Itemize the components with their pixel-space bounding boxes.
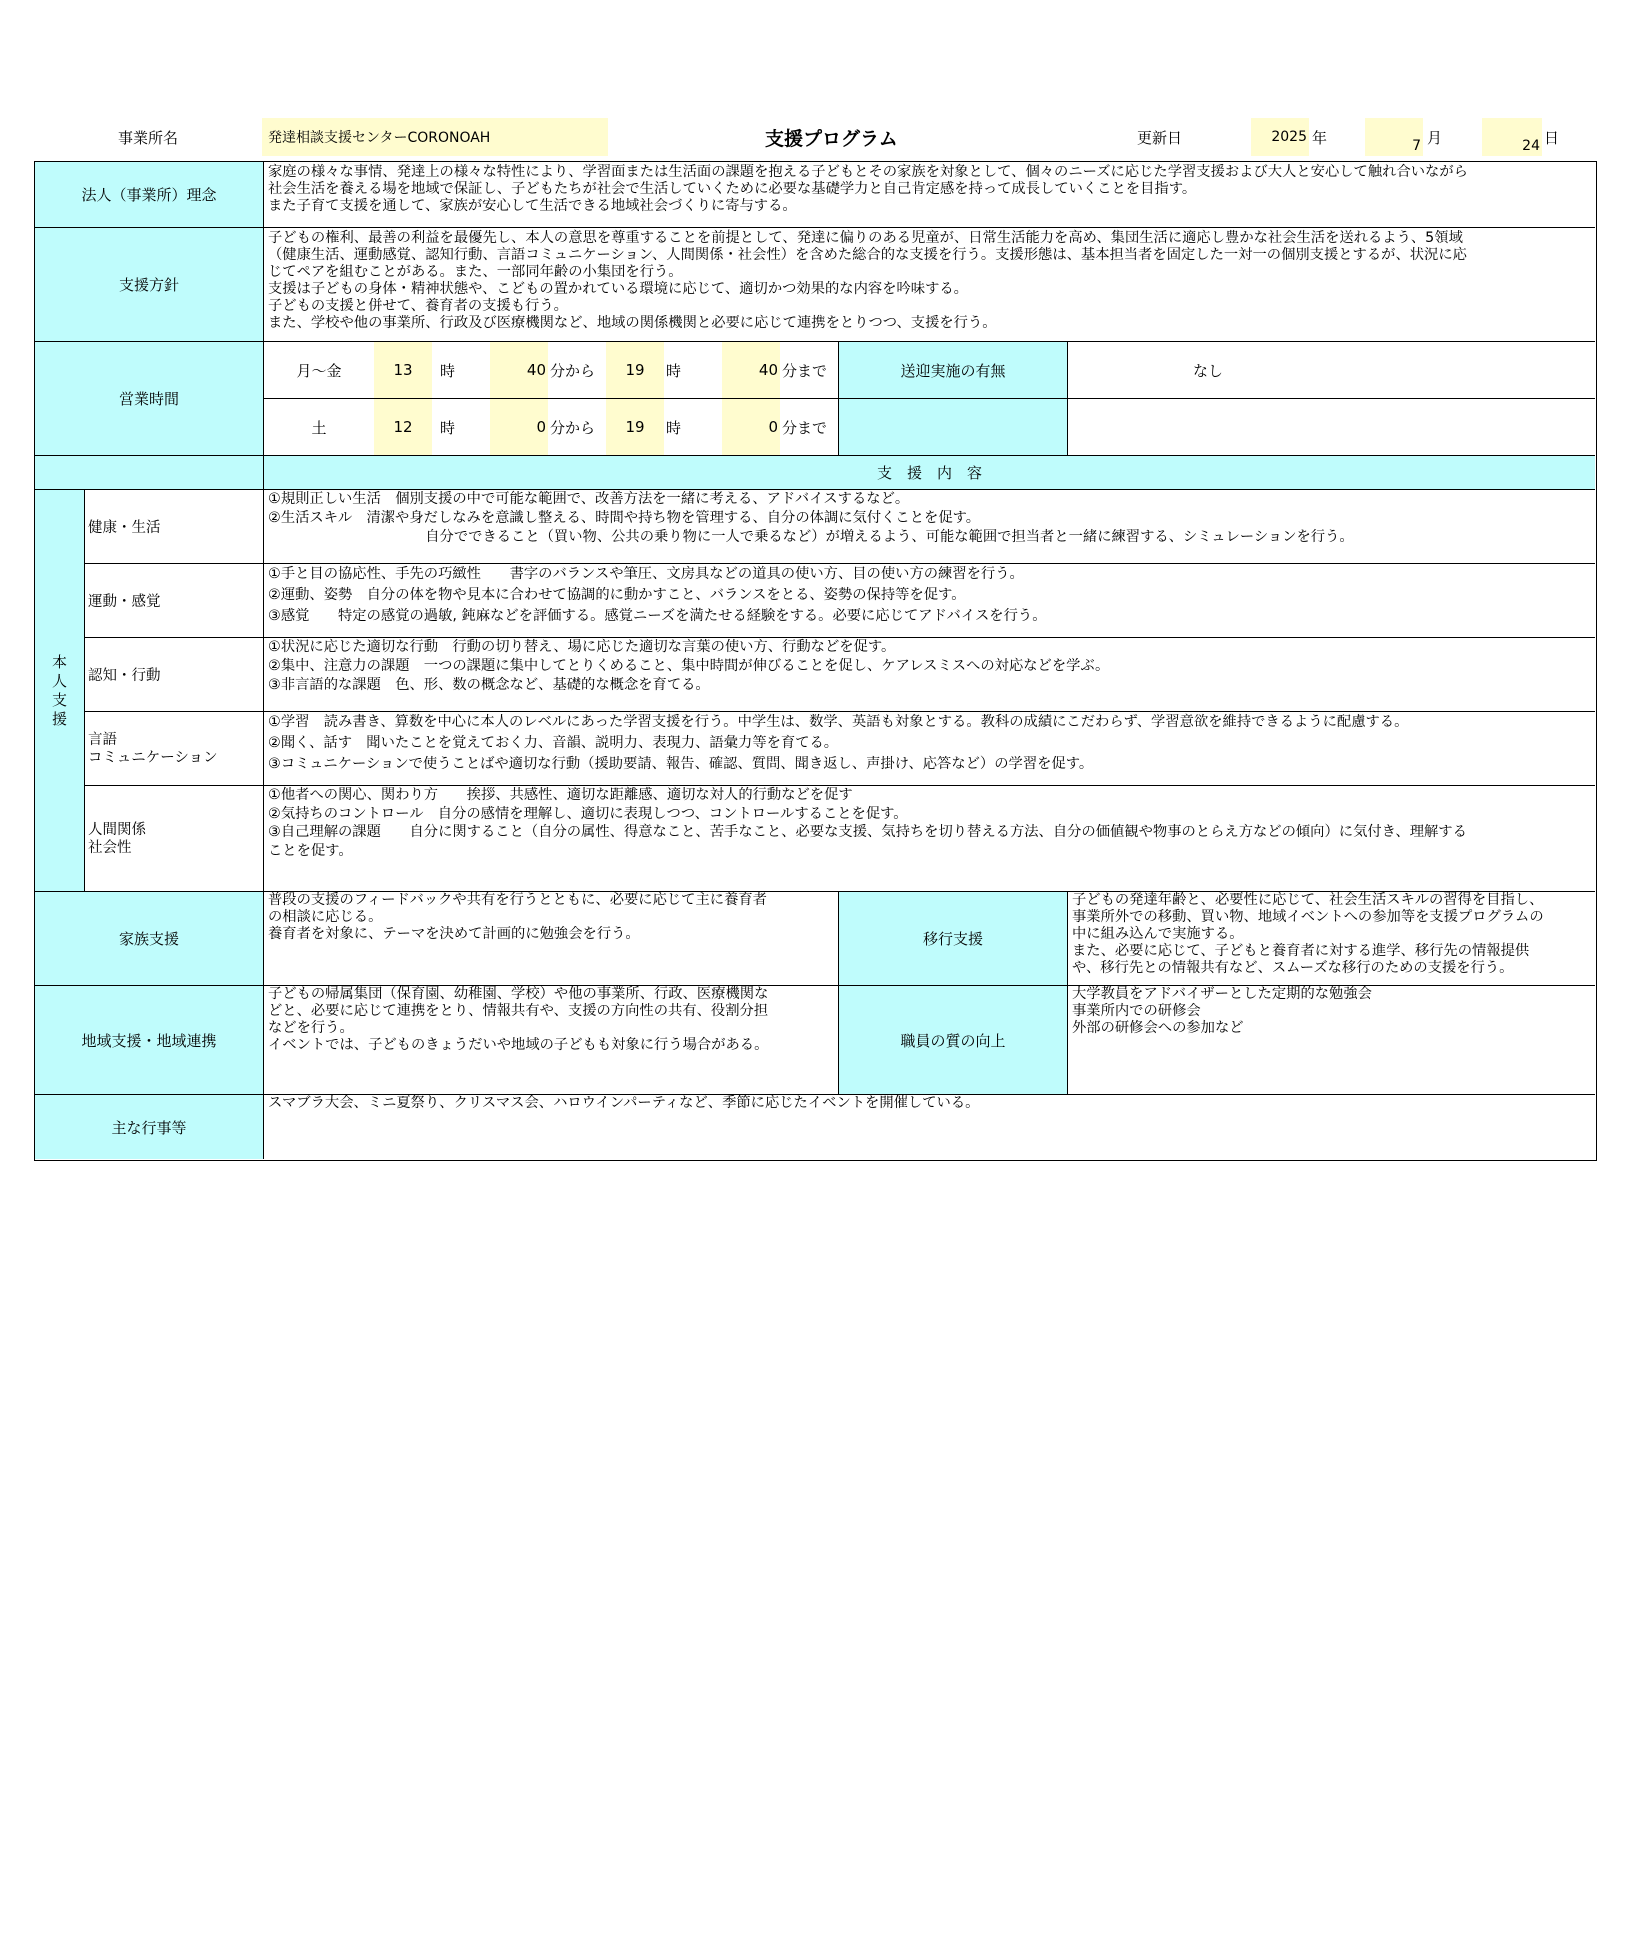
support-item-label: 言語 コミュニケーション	[85, 712, 264, 785]
support-item-text: ①学習 読み書き、算数を中心に本人のレベルにあった学習支援を行う。中学生は、数学、英語も対象とする。教科の成績にこだわらず、学習意欲を維持できるように配慮する。 ②聞く、話す 聞いたことを覚えておく力、音韻、説明力、表現力、語彙力等を育てる。 ③コミュニケーションで使うことばや適切な行動（援助要請、報告、確認、質問、聞き返し、声掛け、応答など）の学習を促す。	[268, 714, 1409, 772]
support-item-language	[85, 712, 1595, 786]
end-minute-field[interactable]: 0	[722, 399, 780, 455]
hours-label: 営業時間	[35, 342, 264, 456]
year-field[interactable]: 2025	[1251, 118, 1309, 156]
policy-label: 支援方針	[35, 228, 264, 342]
policy-text: 子どもの権利、最善の利益を最優先し、本人の意思を尊重することを前提として、発達に偏りのある児童が、日常生活能力を高め、集団生活に適応し豊かな社会生活を送れるよう、5領域 （健康生活、運動感覚、認知行動、言語コミュニケーション、人間関係・社会性）を含めた総合的な支援を行う。支援形態は、基本担当者を固定した一対一の個別支援とするが、状況に応 じてペアを組むことがある。また、一部同年齢の小集団を行う。 支援は子どもの身体・精神状態や、こどもの置かれている環境に応じて、適切かつ効果的な内容を吟味する。 子どもの支援と併せて、養育者の支援も行う。 また、学校や他の事業所、行政及び医療機関など、地域の関係機関と必要に応じて連携をとりつつ、支援を行う。	[264, 228, 1595, 342]
family-support-text: 普段の支援のフィードバックや共有を行うとともに、必要に応じて主に養育者 の相談に応じる。 養育者を対象に、テーマを決めて計画的に勉強会を行う。	[264, 892, 838, 986]
support-item-text: ①規則正しい生活 個別支援の中で可能な範囲で、改善方法を一緒に考える、アドバイスするなど。 ②生活スキル 清潔や身だしなみを意識し整える、時間や持ち物を管理する、自分の体調に気付くことを促す。 自分でできること（買い物、公共の乗り物に一人で乗るなど）が増えるよう、可能な範囲で担当者と一緒に練習する、シミュレーションを行う。	[268, 491, 1354, 545]
staff-quality-text: 大学教員をアドバイザーとした定期的な勉強会 事業所内での研修会 外部の研修会への参加など	[1068, 986, 1595, 1095]
support-item-label: 人間関係 社会性	[85, 786, 264, 891]
end-hour-field[interactable]: 19	[606, 342, 664, 398]
from-label: 分から	[550, 418, 596, 437]
support-item-label: 認知・行動	[85, 638, 264, 711]
support-item-label: 運動・感覚	[85, 564, 264, 637]
start-minute-field[interactable]: 40	[490, 342, 548, 398]
month-unit: 月	[1427, 128, 1443, 147]
updated-date-label: 更新日	[1137, 128, 1183, 147]
community-support-label: 地域支援・地域連携	[35, 986, 264, 1095]
support-item-social	[85, 786, 1595, 892]
family-support-label: 家族支援	[35, 892, 264, 986]
individual-support-label: 本 人 支 援	[35, 490, 85, 892]
day-unit: 日	[1544, 128, 1560, 147]
support-item-label: 健康・生活	[85, 490, 264, 563]
transport-label: 送迎実施の有無	[838, 342, 1068, 398]
staff-quality-label: 職員の質の向上	[838, 986, 1068, 1095]
hour-unit: 時	[666, 418, 682, 437]
community-support-text: 子どもの帰属集団（保育園、幼稚園、学校）や他の事業所、行政、医療機関な どと、必要に応じて連携をとり、情報共有や、支援の方向性の共有、役割分担 などを行う。 イベントでは、子どものきょうだいや地域の子どもも対象に行う場合がある。	[264, 986, 838, 1095]
office-name-field[interactable]: 発達相談支援センターCORONOAH	[262, 118, 608, 156]
support-item-motor	[85, 564, 1595, 638]
hours-day-label: 月～金	[296, 361, 342, 380]
hour-unit: 時	[440, 418, 456, 437]
transition-support-label: 移行支援	[838, 892, 1068, 986]
support-item-health	[85, 490, 1595, 564]
end-hour-field[interactable]: 19	[606, 399, 664, 455]
support-item-text: ①他者への関心、関わり方 挨拶、共感性、適切な距離感、適切な対人的行動などを促す ②気持ちのコントロール 自分の感情を理解し、適切に表現しつつ、コントロールすることを促す。 ③自己理解の課題 自分に関すること（自分の属性、得意なこと、苦手なこと、必要な支援、気持ちを切り替える方法、自分の価値観や物事のとらえ方などの傾向）に気付き、理解する ことを促す。	[268, 787, 1467, 859]
page-title: 支援プログラム	[765, 127, 898, 150]
end-minute-field[interactable]: 40	[722, 342, 780, 398]
events-label: 主な行事等	[35, 1095, 264, 1159]
start-hour-field[interactable]: 12	[374, 399, 432, 455]
support-item-text: ①手と目の協応性、手先の巧緻性 書字のバランスや筆圧、文房具などの道具の使い方、目の使い方の練習を行う。 ②運動、姿勢 自分の体を物や見本に合わせて協調的に動かすこと、バランスをとる、姿勢の保持等を促す。 ③感覚 特定の感覚の過敏, 鈍麻などを評価する。感覚ニーズを満たせる経験をする。必要に応じてアドバイスを行う。	[268, 566, 1047, 624]
support-item-text: ①状況に応じた適切な行動 行動の切り替え、場に応じた適切な言葉の使い方、行動などを促す。 ②集中、注意力の課題 一つの課題に集中してとりくめること、集中時間が伸びることを促し、ケアレスミスへの対応などを学ぶ。 ③非言語的な課題 色、形、数の概念など、基礎的な概念を育てる。	[268, 639, 1110, 693]
hours-row-weekday	[264, 342, 1595, 399]
support-item-cognition	[85, 638, 1595, 712]
year-unit: 年	[1312, 128, 1328, 147]
program-table	[34, 161, 1597, 1161]
hours-row-saturday	[264, 399, 1595, 456]
hour-unit: 時	[440, 361, 456, 380]
hour-unit: 時	[666, 361, 682, 380]
events-text: スマブラ大会、ミニ夏祭り、クリスマス会、ハロウインパーティなど、季節に応じたイベントを開催している。	[268, 1095, 980, 1111]
hours-day-label: 土	[311, 418, 327, 437]
transport-value: なし	[1193, 361, 1224, 380]
start-minute-field[interactable]: 0	[490, 399, 548, 455]
content-header: 支 援 内 容	[264, 456, 1595, 490]
start-hour-field[interactable]: 13	[374, 342, 432, 398]
content-header-blank	[35, 456, 264, 490]
philosophy-label: 法人（事業所）理念	[35, 162, 264, 228]
office-name-label: 事業所名	[118, 128, 179, 147]
month-field[interactable]: 7	[1365, 118, 1423, 156]
until-label: 分まで	[782, 361, 828, 380]
transport-cell	[838, 399, 1068, 455]
until-label: 分まで	[782, 418, 828, 437]
from-label: 分から	[550, 361, 596, 380]
philosophy-text: 家庭の様々な事情、発達上の様々な特性により、学習面または生活面の課題を抱える子どもとその家族を対象として、個々のニーズに応じた学習支援および大人と安心して触れ合いながら 社会生活を養える場を地域で保証し、子どもたちが社会で生活していくために必要な基礎学力と自己肯定感を持って成長していくことを目指す。 また子育て支援を通して、家族が安心して生活できる地域社会づくりに寄与する。	[264, 162, 1595, 228]
transition-support-text: 子どもの発達年齢と、必要性に応じて、社会生活スキルの習得を目指し、 事業所外での移動、買い物、地域イベントへの参加等を支援プログラムの 中に組み込んで実施する。 また、必要に応じて、子どもと養育者に対する進学、移行先の情報提供 や、移行先との情報共有など、スムーズな移行のための支援を行う。	[1068, 892, 1595, 986]
day-field[interactable]: 24	[1482, 118, 1542, 156]
